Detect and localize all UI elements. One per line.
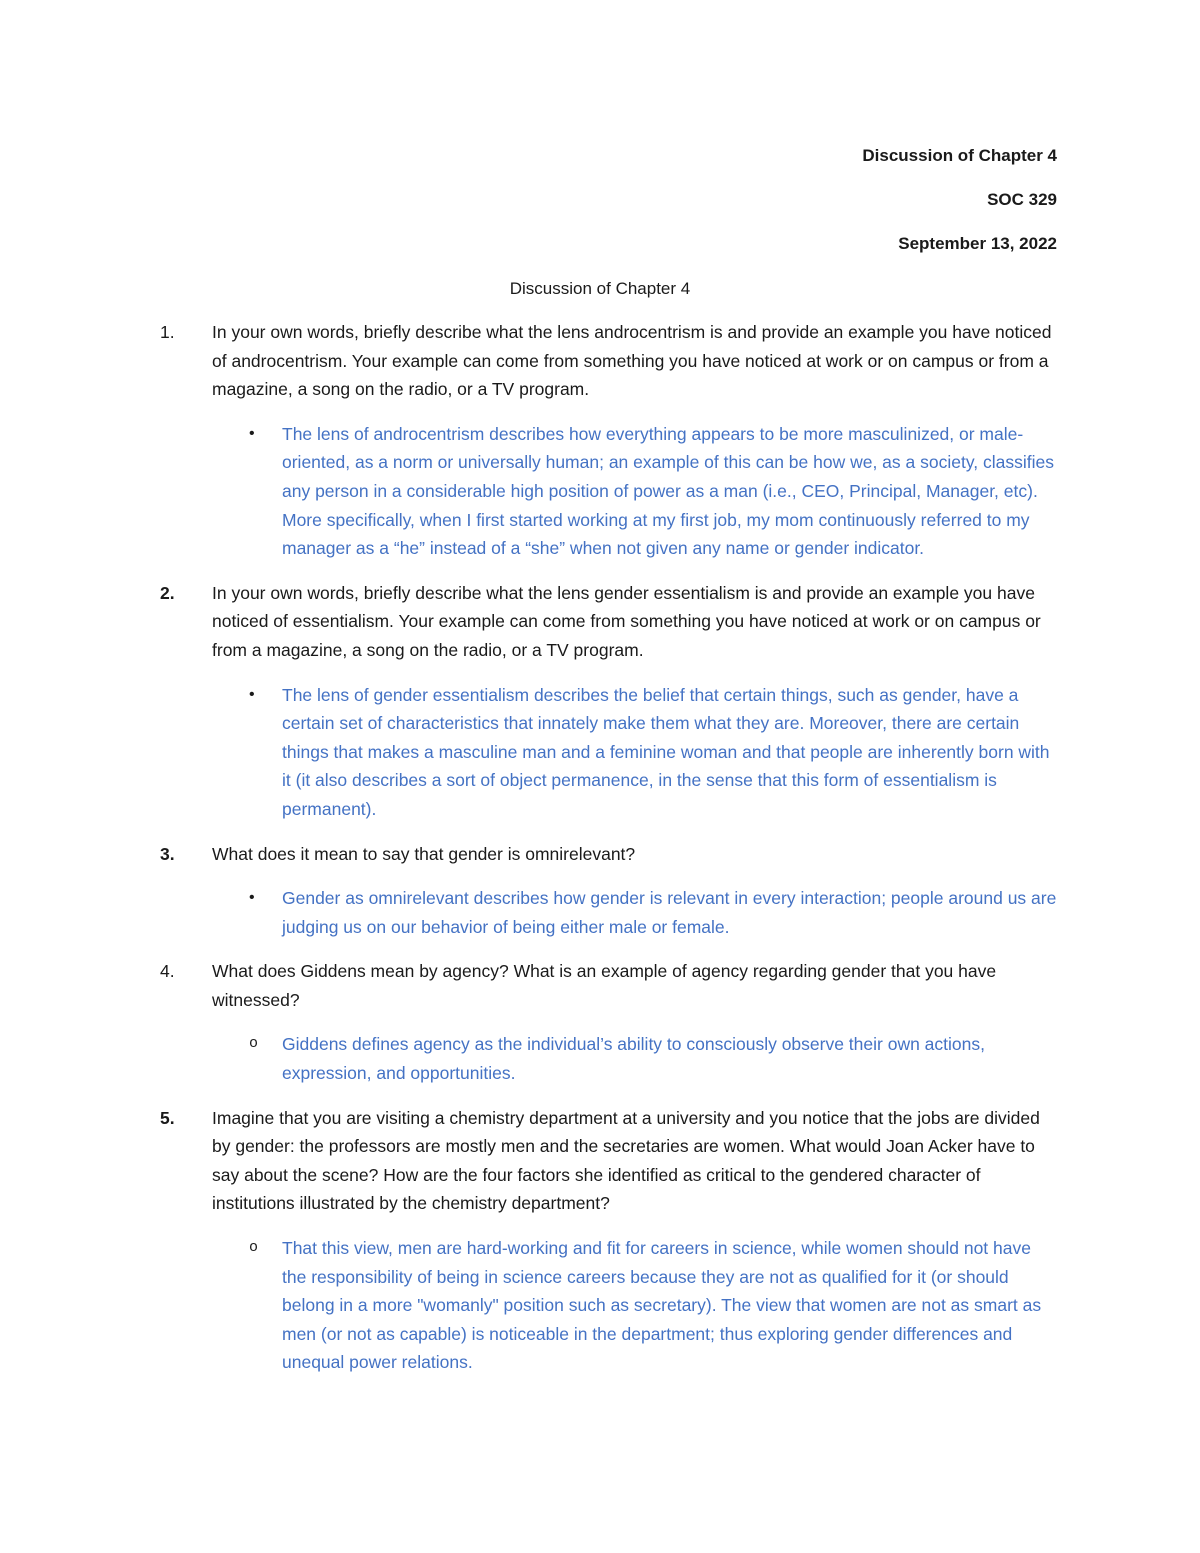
- answer-text: Gender as omnirelevant describes how gender is relevant in every interaction; people around us are judging us on our behavior of being either male or female.: [282, 888, 1057, 937]
- question-2: [160, 579, 1060, 824]
- question-number: 4.: [160, 961, 175, 982]
- question-text: What does it mean to say that gender is omnirelevant?: [212, 843, 636, 864]
- answer-5: [212, 1234, 1060, 1377]
- question-number: 2.: [160, 582, 175, 603]
- question-5: [160, 1104, 1060, 1377]
- question-number: 3.: [160, 843, 175, 864]
- question-text: What does Giddens mean by agency? What is an example of agency regarding gender that you have witnessed?: [212, 961, 997, 1010]
- header-date: September 13, 2022: [898, 234, 1057, 253]
- question-4: [160, 957, 1060, 1087]
- answer-2: [212, 681, 1060, 824]
- answer-text: That this view, men are hard-working and fit for careers in science, while women should not have the responsibility of being in science careers because they are not as qualified for it (or should belong in a more "womanly" position such as secretary). The view that women are not as smart as men (or not as capable) is noticeable in the department; thus exploring gender differences and unequal power relations.: [282, 1238, 1042, 1373]
- answer-1: [212, 420, 1060, 563]
- question-list: [160, 318, 1060, 1393]
- answer-text: Giddens defines agency as the individual’s ability to consciously observe their own actions, expression, and opportunities.: [282, 1034, 985, 1084]
- question-1: [160, 318, 1060, 563]
- question-number: 1.: [160, 322, 175, 342]
- circle-bullet-icon: o: [249, 1035, 259, 1053]
- answer-3: [212, 884, 1060, 941]
- question-text: Imagine that you are visiting a chemistry department at a university and you notice that the jobs are divided by gender: the professors are mostly men and the secretaries are women. What would Joan Acker have to say about the scene? How are the four factors she identified as critical to the gendered character of institutions illustrated by the chemistry department?: [212, 1107, 1040, 1214]
- question-text: In your own words, briefly describe what the lens gender essentialism is and provide an example you have noticed of essentialism. Your example can come from something you have noticed at work or on campus or from a magazine, a song on the radio, or a TV program.: [212, 582, 1041, 660]
- answer-text: The lens of gender essentialism describes the belief that certain things, such as gender, have a certain set of characteristics that innately make them what they are. Moreover, there are certain things that makes a masculine man and a feminine woman and that people are inherently born with it (it also describes a sort of object permanence, in the sense that this form of essentialism is permanent).: [282, 684, 1050, 819]
- bullet-icon: •: [249, 685, 255, 703]
- document-header: [862, 141, 1057, 273]
- answer-4: [212, 1030, 1060, 1087]
- circle-bullet-icon: o: [249, 1239, 259, 1257]
- bullet-icon: •: [249, 424, 255, 442]
- answer-text: The lens of androcentrism describes how everything appears to be more masculinized, or male-oriented, as a norm or universally human; an example of this can be how we, as a society, classifies any person in a considerable high position of power as a man (i.e., CEO, Principal, Manager, etc). More specifically, when I first started working at my first job, my mom continuously referred to my manager as a “he” instead of a “she” when not given any name or gender indicator.: [282, 423, 1054, 559]
- question-number: 5.: [160, 1107, 175, 1128]
- bullet-icon: •: [249, 889, 255, 907]
- header-course: SOC 329: [987, 190, 1057, 209]
- question-3: [160, 840, 1060, 942]
- question-text: In your own words, briefly describe what the lens androcentrism is and provide an example you have noticed of androcentrism. Your example can come from something you have noticed at work or on campus or from a magazine, a song on the radio, or a TV program.: [212, 322, 1052, 400]
- header-title: Discussion of Chapter 4: [862, 146, 1057, 165]
- document-title: Discussion of Chapter 4: [509, 279, 691, 298]
